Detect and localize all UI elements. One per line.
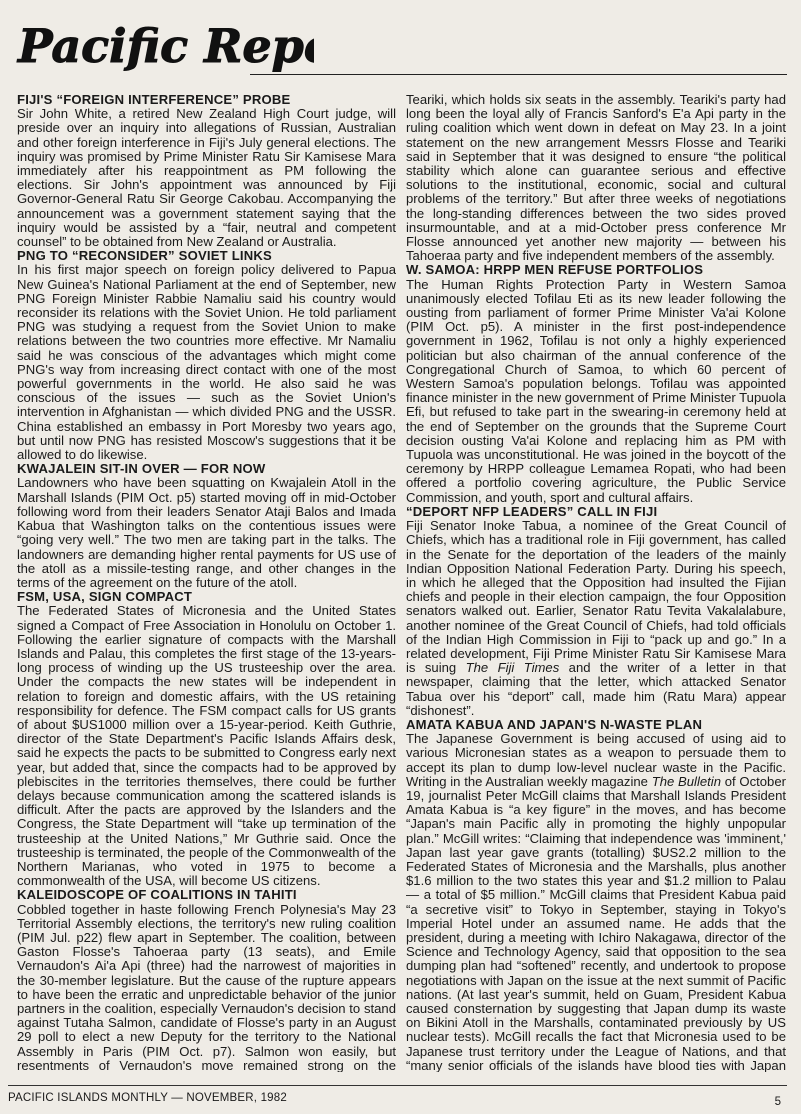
- article-deport-nfp-newspaper-title: The Fiji Times: [465, 660, 560, 676]
- article-fiji-foreign-interference-body: Sir John White, a retired New Zealand High Court judge, will preside over an inquiry into allegations of Russian, Australian and other foreign interference in Fiji's July general elections. The inquiry was promised by Prime Minister Ratu Sir Kamisese Mara immediately after his reappointment as PM following the elections. Sir John's appointment was announced by Fiji Governor-General Ratu Sir George Cakobau. Accompanying the announcement was a government statement saying that the inquiry would be assisted by a “fair, neutral and competent counsel” to be obtained from New Zealand or Australia.: [17, 106, 396, 250]
- masthead-rule: [250, 74, 787, 75]
- article-japan-nwaste-text-2: of October 19, journalist Peter McGill claims that Marshall Islands President Amata Kabua is “a key figure” in the moves, and has become “Japan's main Pacific ally in promoting the highly unpopular plan.” McGill writes: “Claiming that independence was 'imminent,' Japan last year gave grants (totalling) $US2.2 million to the Federated States of Micronesia and the Marshalls, plus another $1.6 million to the two states this year and $1.2 million to Palau — a total of $5 million.” McGill claims that President Kabua paid “a secretive visit” to Tokyo in September, staying in Tokyo's Imperial Hotel under an assumed name. He adds that the president, during a meeting with Ichiro Nakagawa, director of the Science and Technology Agency, said that opposition to the sea dumping plan had “softened” recently, and undertook to propose negotiations with Japan on the issue at the next summit of Pacific nations. (At last year's summit, held on Guam, President Kabua caused consternation by suggesting that Japan dump its waste on Bikini Atoll in the Marshalls, contaminated previously by US nuclear tests). McGill recalls the fact that Micronesia used to be Japanese trust territory under the League of Nations, and that “many senior officials of the islands have blood ties with Japan: [406, 773, 786, 1072]
- article-fsm-compact-body: The Federated States of Micronesia and the United States signed a Compact of Free Association in Honolulu on October 1. Following the earlier signature of compacts with the Marshall Islands and Palau, this completes the first stage of the 13-years-long process of winding up the US trusteeship over the area. Under the compacts the new states will be independent in relation to foreign and domestic affairs, with the US retaining responsibility for defence. The FSM compact calls for US grants of about $US1000 million over a 15-year-period. Keith Guthrie, director of the State Department's Pacific Islands Affairs desk, said he expects the pacts to be submitted to Congress early next year, but added that, since the compacts had to be approved by plebiscites in the territories themselves, there could be further delays because communication among the scattered islands is difficult. After the pacts are approved by the Islanders and the Congress, the State Department will “take up termination of the trusteeship at the United Nations,” Mr Guthrie said. Once the trusteeship is terminated, the people of the Commonwealth of the Northern Marianas, who voted in 1975 to become a commonwealth of the USA, will become US citizens.: [17, 603, 396, 889]
- article-png-soviet-links-body: In his first major speech on foreign policy delivered to Papua New Guinea's National Parliament at the end of September, new PNG Foreign Minister Rabbie Namaliu said his country would reconsider its relations with the Soviet Union. He told parliament PNG was studying a request from the Soviet Union to make relations between the two countries more effective. Mr Namaliu said he was conscious of the advantages which might come PNG's way from increasing direct contact with one of the most powerful governments in the world. He also said he was conscious of the issues — such as the Soviet Union's intervention in Afghanistan — which divided PNG and the USSR. China established an embassy in Port Moresby two years ago, but until now PNG has resisted Moscow's suggestions that it be allowed to do likewise.: [17, 262, 396, 463]
- article-png-soviet-links-headline: PNG TO “RECONSIDER” SOVIET LINKS: [17, 248, 272, 264]
- masthead-title: Pacific Rep: [18, 19, 304, 73]
- pacific-report-logo-icon: [14, 10, 314, 80]
- article-tahiti-coalitions-headline: KALEIDOSCOPE OF COALITIONS IN TAHITI: [17, 887, 297, 903]
- article-deport-nfp-headline: “DEPORT NFP LEADERS” CALL IN FIJI: [406, 503, 658, 519]
- left-column: [17, 93, 396, 1072]
- masthead-logo: [14, 10, 314, 80]
- right-column: [406, 93, 786, 1072]
- article-kwajalein-headline: KWAJALEIN SIT-IN OVER — FOR NOW: [17, 461, 266, 477]
- article-japan-nwaste-headline: AMATA KABUA AND JAPAN'S N-WASTE PLAN: [406, 716, 703, 732]
- article-deport-nfp-text-1: Fiji Senator Inoke Tabua, a nominee of the Great Council of Chiefs, which has a traditional role in Fiji government, has called in the Senate for the deportation of the leaders of the mainly Indian Opposition National Federation Party. During his speech, in which he alleged that the Opposition had insulted the Fijian chiefs and people in their election campaign, the four Opposition senators walked out. Earlier, Senator Ratu Tevita Vakalalabure, another nominee of the Great Council of Chiefs, had told officials of the Indian High Commission in Fiji to “pack up and go.” In a related development, Fiji Prime Minister Ratu Sir Kamisese Mara is suing: [406, 518, 786, 676]
- article-japan-nwaste-text-1: The Japanese Government is being accused of using aid to various Micronesian states as a weapon to persuade them to accept its plan to dump low-level nuclear waste in the Pacific. Writing in the Australian weekly magazine: [406, 731, 786, 789]
- footer-rule: [8, 1085, 787, 1086]
- footer-publication: PACIFIC ISLANDS MONTHLY — NOVEMBER, 1982: [8, 1092, 287, 1104]
- article-tahiti-coalitions-body: Cobbled together in haste following French Polynesia's May 23 Territorial Assembly elections, the territory's new ruling coalition (PIM Jul. p22) flew apart in September. The coalition, between Gaston Flosse's Tahoeraa party (13 seats), and Emile Vernaudon's Ai'a Api (three) had the narrowest of majorities in the 30-member legislature. But the cause of the rupture appears to have been the erratic and unpredictable behavior of the junior partners in the coalition, especially Vernaudon's decision to stand against Tutaha Salmon, candidate of Flosse's party in an August 29 poll to elect a new Deputy for the territory to the National Assembly in Paris (PIM Oct. p7). Salmon won easily, but resentments of Vernaudon's move remained strong on the: [17, 901, 396, 1072]
- article-tahiti-coalitions-continued: Teariki, which holds six seats in the assembly. Teariki's party had long been the loyal ally of Francis Sanford's E'a Api party in the ruling coalition which went down in defeat on May 23. In a joint statement on the new arrangement Messrs Flosse and Teariki said in September that it was designed to ensure “the political stability which alone can guarantee serious and effective solutions to the institutional, economic, social and cultural problems of the territory.” But after three weeks of negotiations the long-standing differences between the two sides proved insurmountable, and at a mid-October press conference Mr Flosse announced yet another new majority — between his Tahoeraa party and five independent members of the assembly.: [406, 93, 786, 264]
- article-samoa-hrpp-body: The Human Rights Protection Party in Western Samoa unanimously elected Tofilau Eti as its new leader following the ousting from parliament of former Prime Minister Va'ai Kolone (PIM Oct. p5). A minister in the first post-independence government in 1962, Tofilau is not only a highly experienced politician but also chairman of the annual conference of the Congregational Church of Samoa, to which 60 percent of Western Samoa's population belongs. Tofilau was appointed finance minister in the new government of Prime Minister Tupuola Efi, but refused to take part in the swearing-in ceremony held at the end of September on the grounds that the Supreme Court decision ousting Va'ai Kolone and replacing him as PM with Tupuola was unconstitutional. He was joined in the boycott of the ceremony by HRPP colleague Lemamea Ropati, who had been offered a portfolio covering agriculture, the Public Service Commission, and youth, sport and cultural affairs.: [406, 276, 786, 505]
- article-samoa-hrpp-headline: W. SAMOA: HRPP MEN REFUSE PORTFOLIOS: [406, 262, 704, 278]
- article-japan-nwaste-body: [406, 732, 786, 1072]
- article-fiji-foreign-interference-headline: FIJI'S “FOREIGN INTERFERENCE” PROBE: [17, 93, 291, 107]
- article-fsm-compact-headline: FSM, USA, SIGN COMPACT: [17, 589, 193, 605]
- article-kwajalein-body: Landowners who have been squatting on Kwajalein Atoll in the Marshall Islands (PIM Oct. p5) started moving off in mid-October following word from their leaders Senator Ataji Balos and Imada Kabua that Washington talks on the contentious issues were “going very well.” The two men are taking part in the talks. The landowners are demanding higher rental payments for US use of the atoll as a missile-testing range, and other changes in the terms of the agreement on the future of the atoll.: [17, 475, 396, 590]
- article-japan-nwaste-magazine-title: The Bulletin: [651, 773, 721, 789]
- article-deport-nfp-body: [406, 519, 786, 718]
- page-number: 5: [774, 1096, 781, 1108]
- article-deport-nfp-text-2: and the writer of a letter in that newspaper, claiming that the letter, which attacked Senator Tabua over his “deport” call, made him (Ratu Mara) appear “dishonest”.: [406, 660, 786, 718]
